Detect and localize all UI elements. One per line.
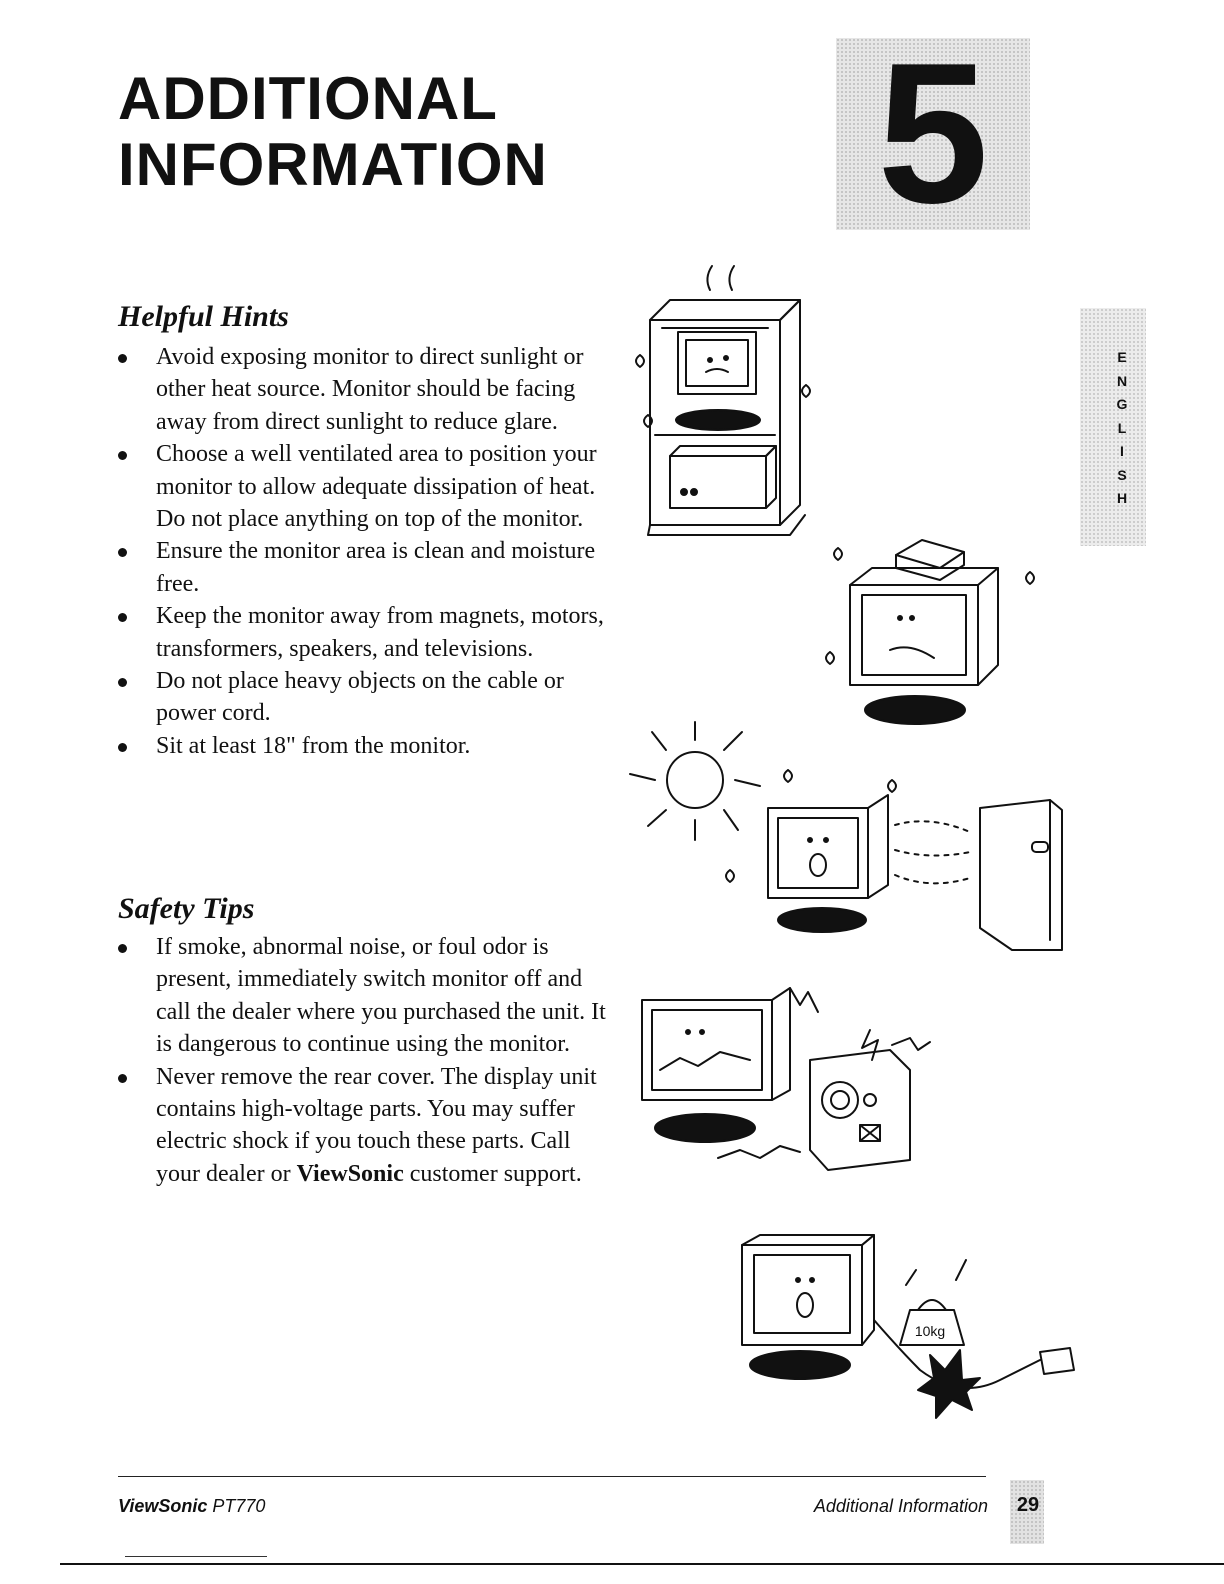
helpful-hints-list bbox=[114, 341, 619, 762]
list-item-tail: customer support. bbox=[409, 1160, 582, 1187]
page-number: 29 bbox=[1016, 1494, 1040, 1516]
footer-brand: ViewSonic bbox=[118, 1496, 208, 1516]
bottom-accent-line bbox=[125, 1556, 267, 1557]
language-letter: I bbox=[1120, 443, 1124, 459]
language-letter: L bbox=[1117, 419, 1127, 436]
footer-product bbox=[118, 1496, 265, 1517]
footer-section-title: Additional Information bbox=[813, 1496, 988, 1516]
list-item: Keep the monitor away from magnets, motors, transformers, speakers, and televisions. bbox=[114, 600, 619, 665]
helpful-hints-heading: Helpful Hints bbox=[118, 300, 289, 333]
weight-label: 10kg bbox=[914, 1323, 946, 1339]
footer-divider bbox=[118, 1476, 986, 1477]
safety-tips-list bbox=[114, 931, 619, 1190]
speaker-interference-illustration bbox=[642, 988, 930, 1170]
monitor-in-cabinet-illustration bbox=[636, 266, 810, 535]
language-letter: S bbox=[1117, 466, 1127, 483]
object-on-monitor-illustration bbox=[826, 540, 1034, 724]
safety-tips-heading: Safety Tips bbox=[118, 892, 255, 925]
brand-name: ViewSonic bbox=[296, 1160, 404, 1187]
sun-and-magnetic-illustration bbox=[630, 722, 1062, 950]
title-line-2: INFORMATION bbox=[118, 131, 548, 198]
bottom-border bbox=[60, 1563, 1224, 1565]
list-item bbox=[114, 1061, 619, 1191]
list-item: Choose a well ventilated area to position your monitor to allow adequate dissipation of heat. Do not place anything on top of the monitor. bbox=[114, 438, 619, 535]
language-letter: G bbox=[1116, 396, 1128, 412]
safety-illustrations bbox=[600, 260, 1090, 1430]
chapter-number: 5 bbox=[877, 22, 989, 245]
weight-on-cable-illustration bbox=[742, 1235, 1074, 1418]
list-item: Sit at least 18" from the monitor. bbox=[114, 730, 619, 762]
page-title bbox=[118, 66, 548, 198]
list-item: Do not place heavy objects on the cable or power cord. bbox=[114, 665, 619, 730]
language-letter: E bbox=[1117, 349, 1127, 365]
language-letter: H bbox=[1116, 490, 1128, 506]
title-line-1: ADDITIONAL bbox=[118, 65, 498, 132]
language-tab-letters bbox=[1112, 346, 1132, 511]
footer-model: PT770 bbox=[212, 1496, 266, 1516]
language-letter: N bbox=[1116, 372, 1128, 389]
chapter-number-box bbox=[836, 22, 1030, 245]
list-item: If smoke, abnormal noise, or foul odor is present, immediately switch monitor off and call the dealer where you purchased the unit. It is dangerous to continue using the monitor. bbox=[114, 931, 619, 1061]
list-item-text: Never remove the rear cover. The display unit contains high-voltage parts. You may suffer electric shock if you touch these parts. Call your dealer or bbox=[156, 1063, 597, 1187]
list-item: Avoid exposing monitor to direct sunlight or other heat source. Monitor should be facing away from direct sunlight to reduce glare. bbox=[114, 341, 619, 438]
list-item: Ensure the monitor area is clean and moisture free. bbox=[114, 535, 619, 600]
